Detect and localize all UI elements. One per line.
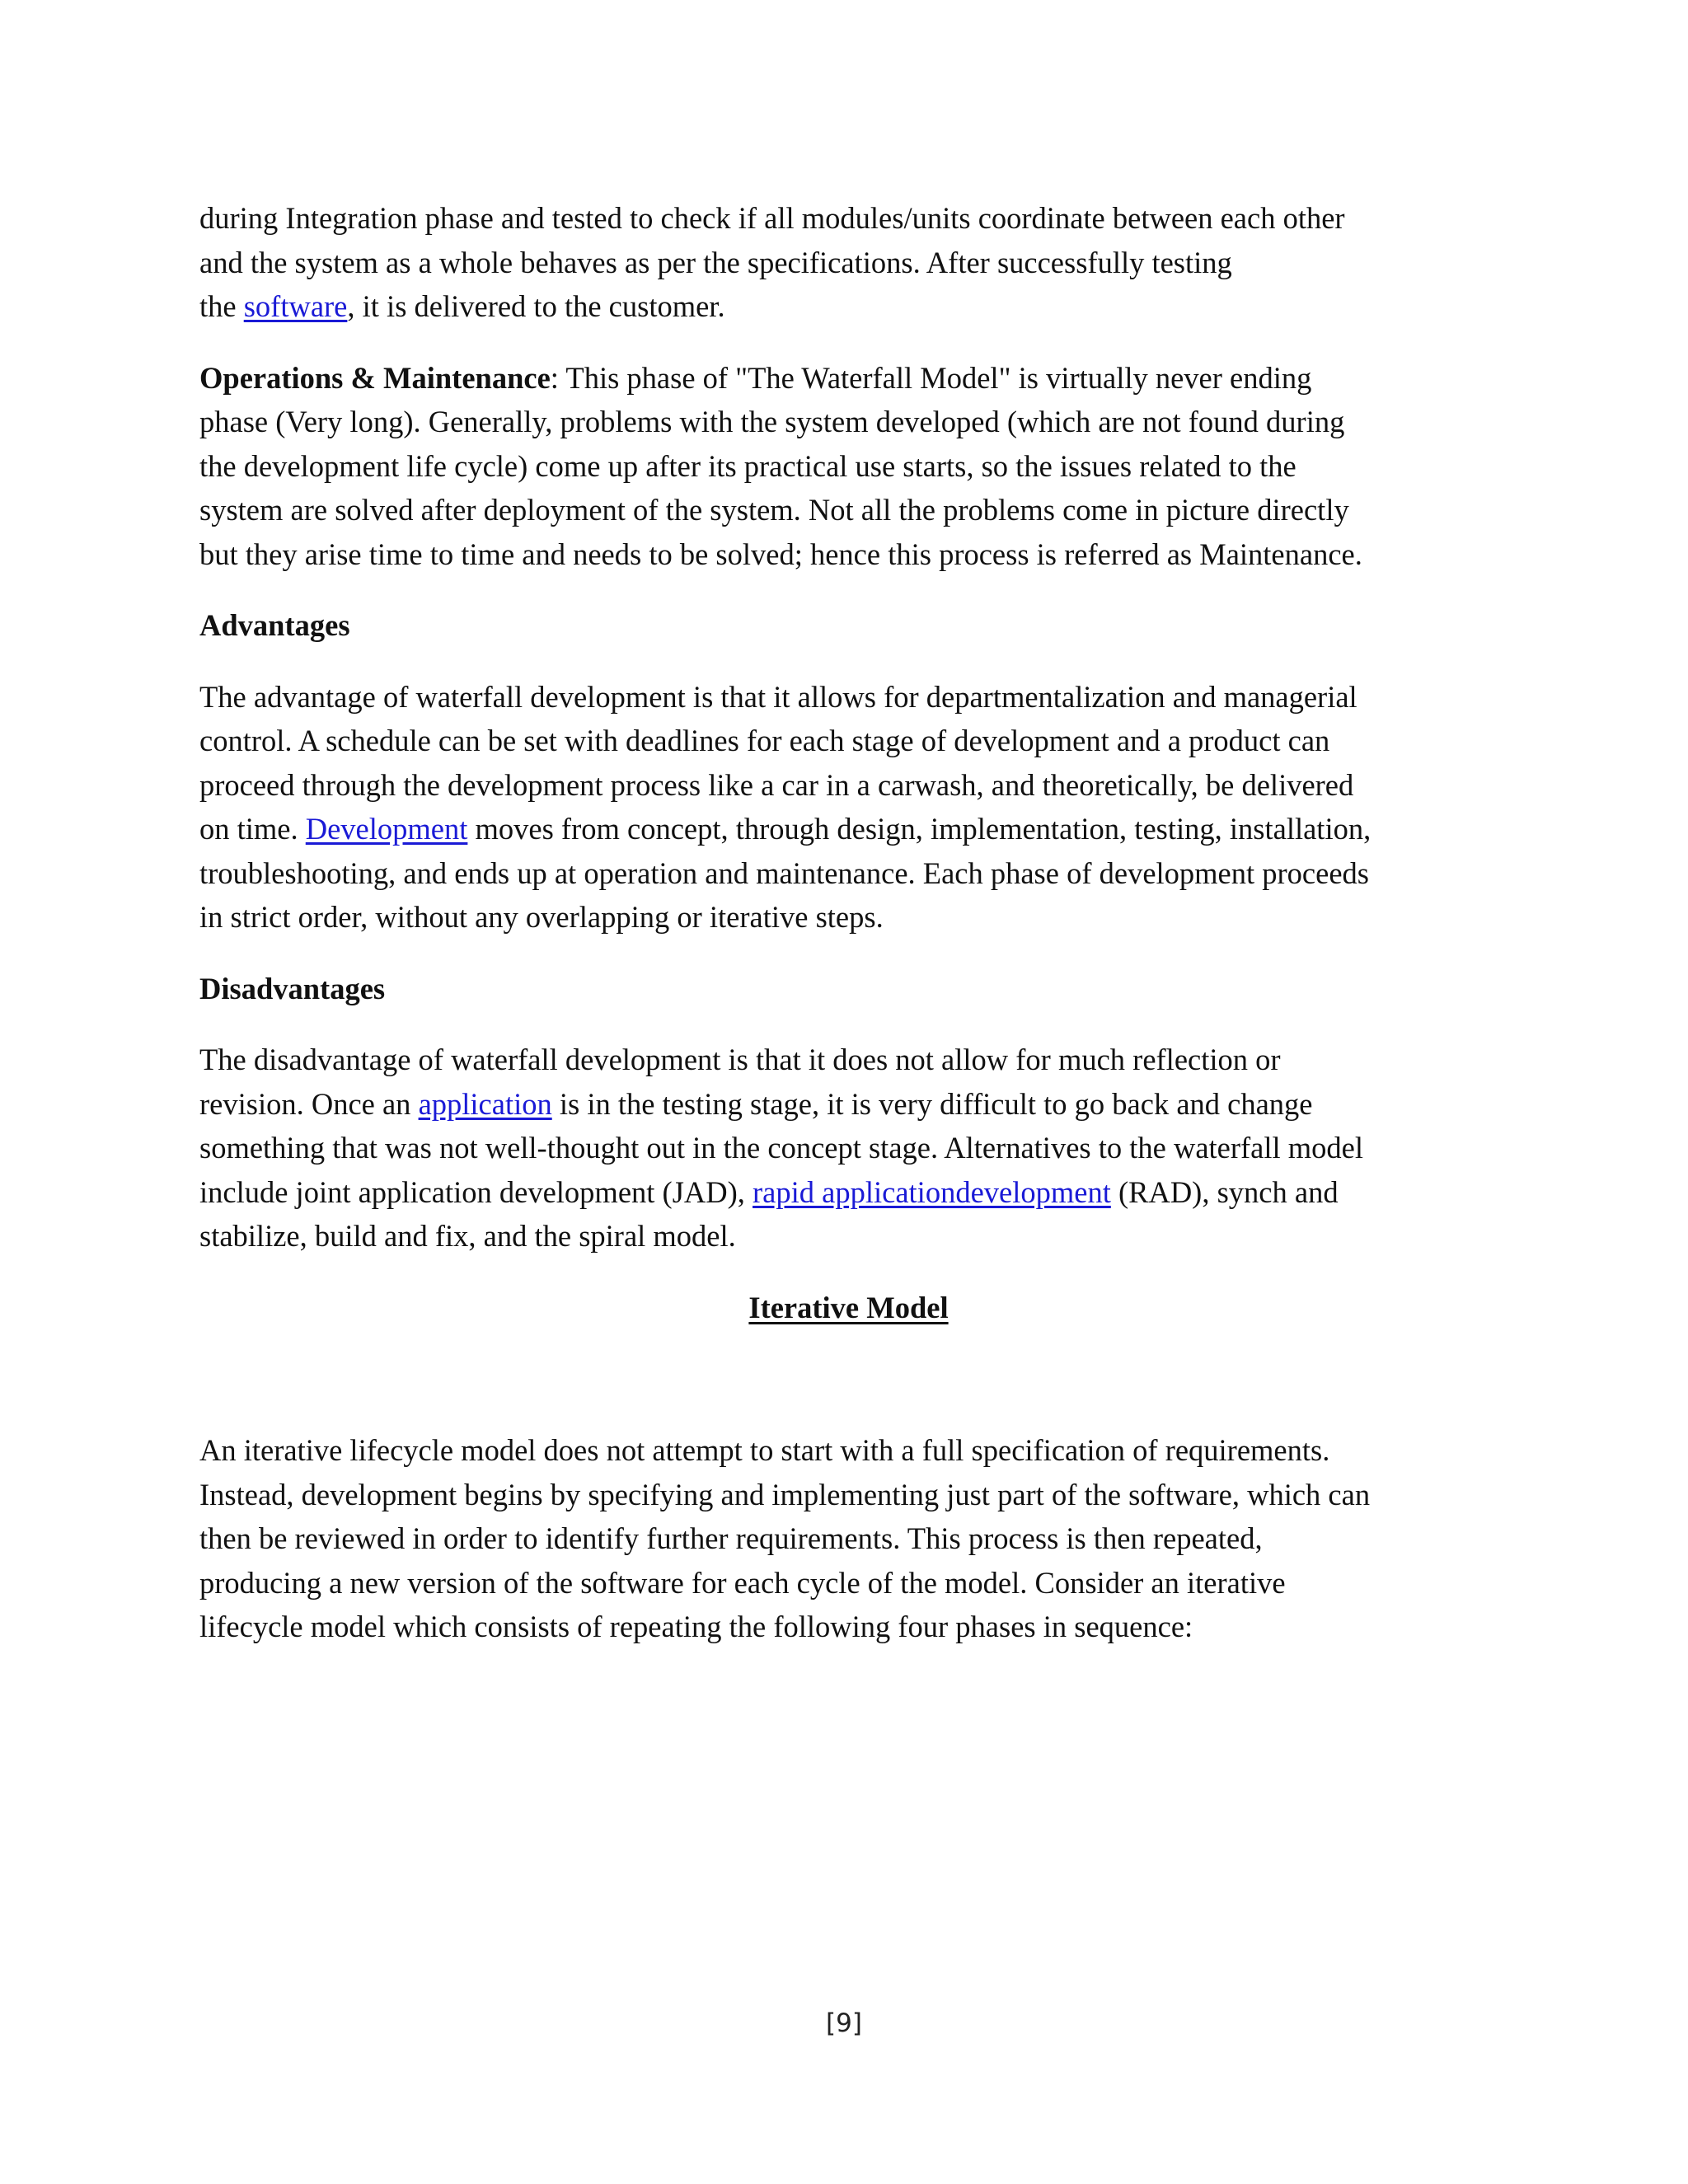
text-line: in strict order, without any overlapping or iterative steps. [199,900,884,934]
maintenance-term: Operations & Maintenance [199,360,551,395]
iterative-paragraph [199,1428,1498,1649]
text-fragment: the [199,289,244,323]
text-line: but they arise time to time and needs to be solved; hence this process is referred as Maintenance. [199,537,1362,571]
text-line: during Integration phase and tested to check if all modules/units coordinate between each other [199,201,1345,235]
text-line: lifecycle model which consists of repeating the following four phases in sequence: [199,1610,1193,1643]
text-line: the development life cycle) come up after its practical use starts, so the issues related to the [199,448,1296,483]
text-line: and the system as a whole behaves as per the specifications. After successfully testing [199,245,1232,279]
text-fragment: (RAD), synch and [1110,1174,1339,1209]
development-link[interactable]: Development [305,812,468,846]
disadvantages-paragraph [199,1038,1498,1258]
text-fragment: on time. [199,812,306,846]
text-fragment: : This phase of "The Waterfall Model" is virtually never ending [550,360,1312,395]
page-content [199,196,1498,1649]
maintenance-paragraph [199,356,1498,577]
text-line: phase (Very long). Generally, problems with the system developed (which are not found during [199,405,1345,438]
text-line [199,807,1498,851]
text-line: proceed through the development process like a car in a carwash, and theoretically, be delivered [199,767,1354,802]
iterative-model-title-text: Iterative Model [748,1290,949,1324]
text-line: something that was not well-thought out in the concept stage. Alternatives to the waterfall model [199,1131,1364,1165]
text-line: The advantage of waterfall development is that it allows for departmentalization and managerial [199,679,1357,714]
advantages-heading: Advantages [199,608,350,642]
text-line [199,1082,1498,1127]
text-line: The disadvantage of waterfall development is that it does not allow for much reflection or [199,1043,1281,1076]
text-line: troubleshooting, and ends up at operation and maintenance. Each phase of development proceeds [199,855,1369,890]
rapid-application-development-link[interactable]: rapid applicationdevelopment [753,1174,1111,1209]
text-line [199,1170,1498,1215]
text-line: stabilize, build and fix, and the spiral model. [199,1219,736,1253]
text-line: system are solved after deployment of the system. Not all the problems come in picture directly [199,493,1349,527]
text-line [199,284,1498,329]
text-fragment: is in the testing stage, it is very difficult to go back and change [551,1086,1313,1121]
advantages-paragraph [199,675,1498,940]
text-fragment: , it is delivered to the customer. [347,289,725,323]
integration-paragraph [199,196,1498,329]
application-link[interactable]: application [418,1086,552,1121]
text-line: Instead, development begins by specifying and implementing just part of the software, which can [199,1477,1371,1511]
text-line: producing a new version of the software for each cycle of the model. Consider an iterative [199,1565,1286,1600]
text-fragment: moves from concept, through design, implementation, testing, installation, [467,812,1372,846]
text-line: control. A schedule can be set with deadlines for each stage of development and a product can [199,724,1330,757]
page-number: [9] [826,2008,862,2038]
text-fragment: include joint application development (JAD), [199,1174,753,1209]
text-line: An iterative lifecycle model does not attempt to start with a full specification of requirements. [199,1433,1330,1467]
text-fragment: revision. Once an [199,1086,419,1121]
text-line [199,356,1498,401]
iterative-model-title [199,1286,1498,1330]
text-line: then be reviewed in order to identify further requirements. This process is then repeated, [199,1521,1263,1555]
software-link[interactable]: software [243,289,348,323]
disadvantages-heading: Disadvantages [199,971,386,1005]
